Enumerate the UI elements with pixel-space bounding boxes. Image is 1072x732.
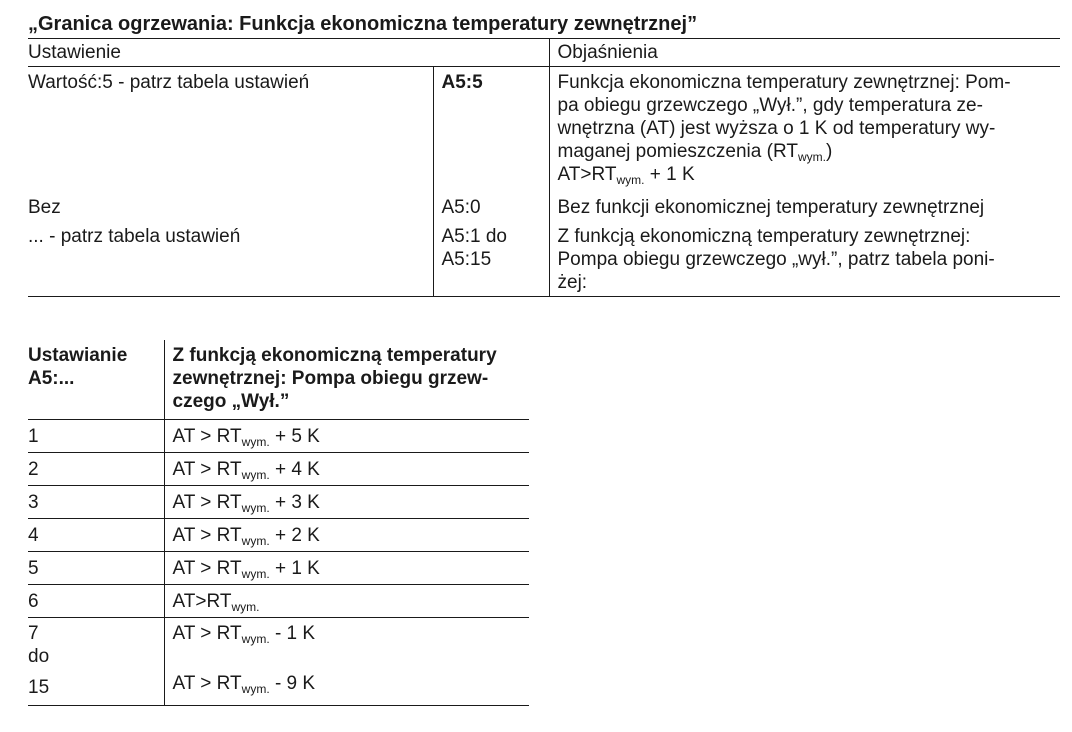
explanation-line: wnętrzna (AT) jest wyższa o 1 K od temperatury wy- bbox=[557, 118, 996, 139]
header-setting: Ustawienie bbox=[28, 39, 549, 67]
pump-table-header bbox=[28, 340, 529, 420]
explanation-line bbox=[558, 140, 1061, 163]
explanation-line: Funkcja ekonomiczna temperatury zewnętrznej: Pom- bbox=[557, 72, 1011, 93]
threshold-formula-range bbox=[164, 618, 529, 706]
threshold-formula bbox=[164, 486, 529, 519]
threshold-formula bbox=[164, 453, 529, 486]
formula-text: AT>RT bbox=[172, 591, 232, 612]
setting-value: ... - patrz tabela ustawień bbox=[28, 226, 241, 247]
subscript: wym. bbox=[241, 567, 270, 581]
setting-number: 2 bbox=[28, 453, 164, 486]
setting-value: Bez bbox=[28, 197, 61, 218]
pump-threshold-table bbox=[28, 340, 529, 706]
threshold-formula bbox=[164, 585, 529, 618]
table-row bbox=[28, 420, 529, 453]
code-line: A5:15 bbox=[441, 249, 492, 270]
range-line: 15 bbox=[28, 677, 50, 698]
subscript: wym. bbox=[231, 600, 260, 614]
formula-text: + 1 K bbox=[269, 558, 320, 579]
setting-explanation: Bez funkcji ekonomicznej temperatury zewnętrznej bbox=[549, 190, 1060, 222]
header-setting bbox=[28, 340, 164, 420]
table-row bbox=[28, 519, 529, 552]
subscript: wym. bbox=[797, 150, 826, 164]
setting-number: 3 bbox=[28, 486, 164, 519]
formula-text: AT > RT bbox=[172, 426, 242, 447]
formula-text: AT > RT bbox=[172, 492, 242, 513]
header-function bbox=[164, 340, 529, 420]
explanation-line: Z funkcją ekonomiczną temperatury zewnętrznej: bbox=[557, 226, 971, 247]
formula-text: + 3 K bbox=[269, 492, 320, 513]
setting-explanation bbox=[549, 222, 1060, 297]
header-line: A5:... bbox=[28, 368, 75, 389]
setting-code bbox=[433, 222, 549, 297]
range-line: do bbox=[28, 646, 50, 667]
explanation-text: maganej pomieszczenia (RT bbox=[557, 141, 798, 162]
formula-text: - 9 K bbox=[269, 673, 316, 694]
explanation-line: żej: bbox=[557, 272, 588, 293]
table-row bbox=[28, 453, 529, 486]
table-row bbox=[28, 190, 1060, 222]
header-line: Z funkcją ekonomiczną temperatury bbox=[172, 345, 497, 366]
settings-table-header bbox=[28, 39, 1060, 67]
setting-explanation bbox=[549, 67, 1060, 191]
formula-text: + 1 K bbox=[644, 164, 695, 185]
table-row bbox=[28, 67, 1060, 191]
table-row bbox=[28, 486, 529, 519]
formula-text: - 1 K bbox=[269, 623, 316, 644]
range-line: 7 bbox=[28, 623, 39, 644]
formula-text: AT>RT bbox=[557, 164, 617, 185]
page-title: „Granica ogrzewania: Funkcja ekonomiczna temperatury zewnętrznej” bbox=[28, 13, 698, 35]
spacer bbox=[173, 645, 530, 672]
header-explanation: Objaśnienia bbox=[549, 39, 1060, 67]
subscript: wym. bbox=[616, 173, 645, 187]
table-row bbox=[28, 222, 1060, 297]
threshold-formula bbox=[164, 519, 529, 552]
header-line: zewnętrznej: Pompa obiegu grzew- bbox=[172, 368, 489, 389]
subscript: wym. bbox=[241, 435, 270, 449]
formula-text: + 5 K bbox=[269, 426, 320, 447]
formula-text: AT > RT bbox=[172, 558, 242, 579]
setting-code: A5:5 bbox=[433, 67, 549, 191]
setting-number: 4 bbox=[28, 519, 164, 552]
table-row bbox=[28, 552, 529, 585]
subscript: wym. bbox=[241, 501, 270, 515]
setting-range bbox=[28, 618, 164, 706]
formula-text: + 4 K bbox=[269, 459, 320, 480]
explanation-line: Pompa obiegu grzewczego „wył.”, patrz tabela poni- bbox=[557, 249, 995, 270]
code-line: A5:1 do bbox=[441, 226, 507, 247]
threshold-formula bbox=[164, 552, 529, 585]
table-row bbox=[28, 618, 529, 706]
formula bbox=[173, 672, 530, 695]
header-line: Ustawianie bbox=[28, 345, 128, 366]
explanation-text: ) bbox=[825, 141, 833, 162]
formula-text: AT > RT bbox=[172, 525, 242, 546]
setting-number: 5 bbox=[28, 552, 164, 585]
formula-text: + 2 K bbox=[269, 525, 320, 546]
setting-code: A5:0 bbox=[433, 190, 549, 222]
threshold-formula bbox=[164, 420, 529, 453]
explanation-line: pa obiegu grzewczego „Wył.”, gdy temperatura ze- bbox=[557, 95, 983, 116]
settings-table bbox=[28, 38, 1060, 297]
subscript: wym. bbox=[241, 632, 270, 646]
formula-text: AT > RT bbox=[172, 673, 242, 694]
setting-number: 6 bbox=[28, 585, 164, 618]
formula bbox=[558, 163, 1061, 186]
subscript: wym. bbox=[241, 682, 270, 696]
setting-number: 1 bbox=[28, 420, 164, 453]
formula bbox=[173, 622, 530, 645]
header-line: czego „Wył.” bbox=[172, 391, 290, 412]
setting-value: Wartość:5 - patrz tabela ustawień bbox=[28, 72, 310, 93]
formula-text: AT > RT bbox=[172, 623, 242, 644]
subscript: wym. bbox=[241, 534, 270, 548]
table-row bbox=[28, 585, 529, 618]
subscript: wym. bbox=[241, 468, 270, 482]
formula-text: AT > RT bbox=[172, 459, 242, 480]
